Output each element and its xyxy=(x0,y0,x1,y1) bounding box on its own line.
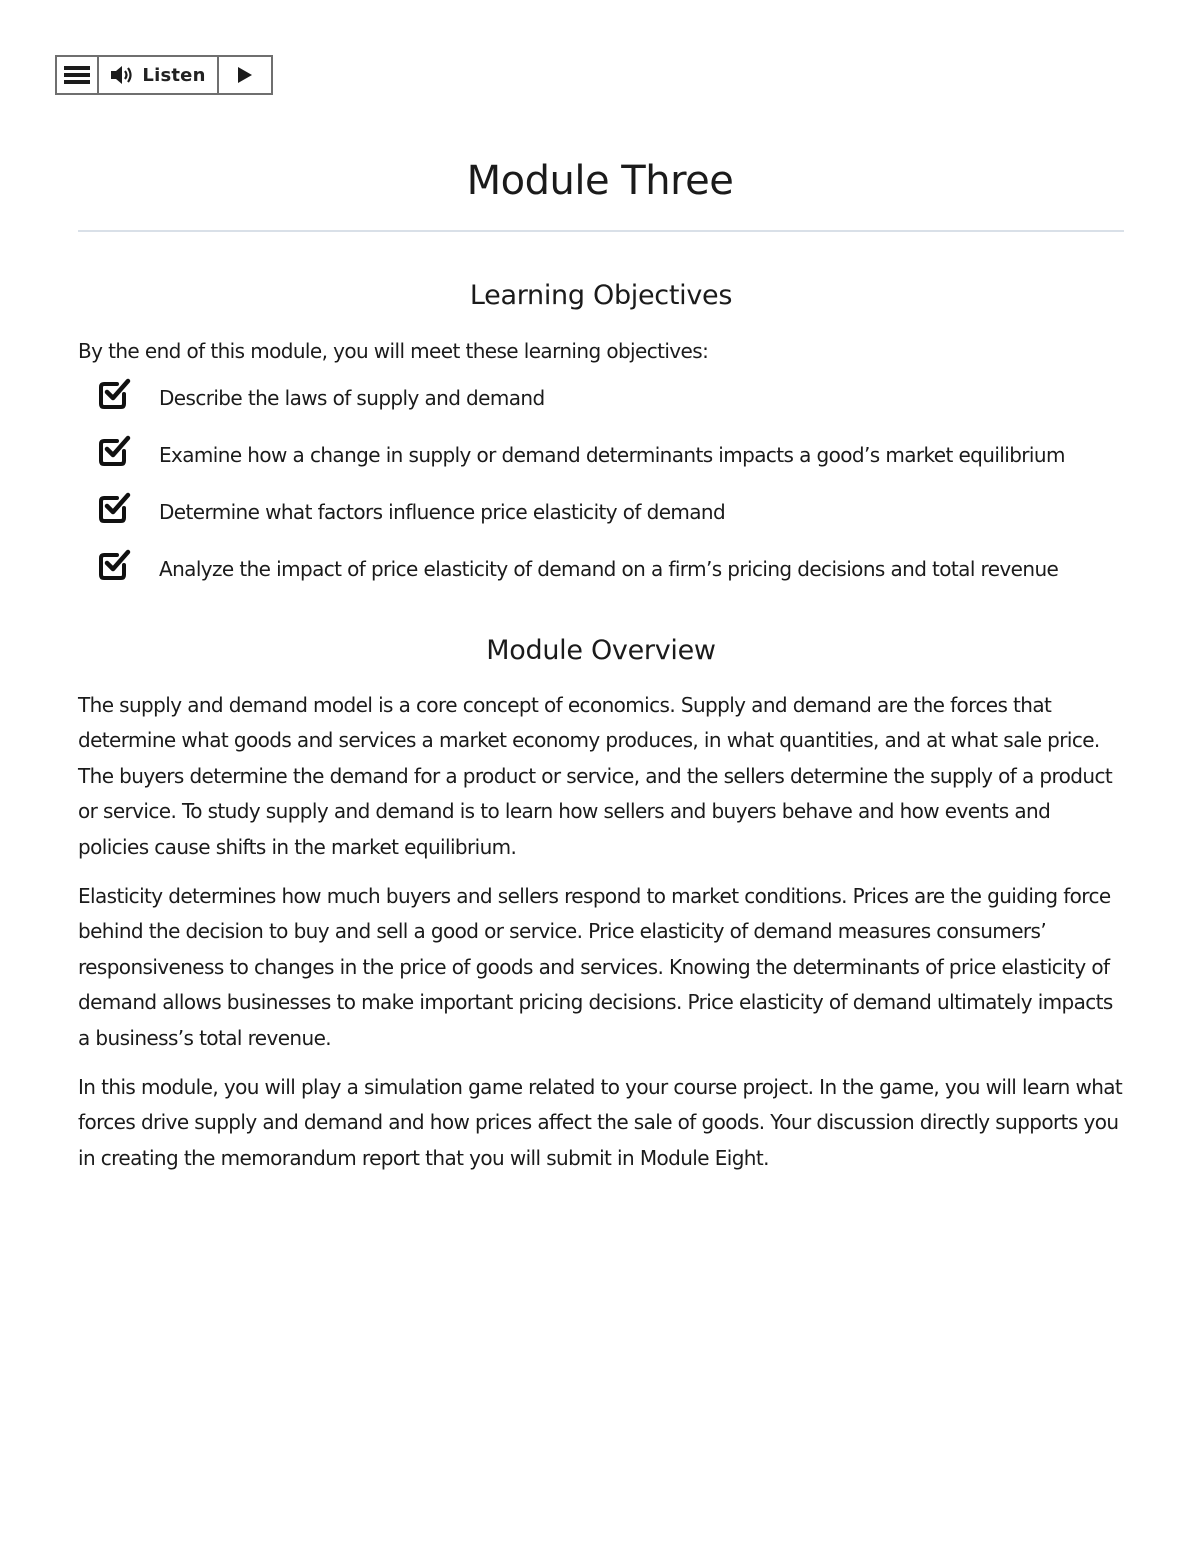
objective-item xyxy=(78,438,1124,473)
hamburger-menu-icon xyxy=(64,65,90,85)
overview-paragraph: The supply and demand model is a core concept of economics. Supply and demand are the forces that determine what goods and services a market economy produces, in what quantities, and at what sale price. The buyers determine the demand for a product or service, and the sellers determine the supply of a product or service. To study supply and demand is to learn how sellers and buyers behave and how events and policies cause shifts in the market equilibrium. xyxy=(78,693,1113,859)
play-icon xyxy=(237,66,253,84)
play-button[interactable] xyxy=(219,57,271,93)
title-divider xyxy=(78,230,1124,232)
overview-body xyxy=(78,688,1124,1176)
learning-objectives-heading: Learning Objectives xyxy=(469,280,733,311)
module-content xyxy=(78,280,1124,1176)
objective-text: Examine how a change in supply or demand determinants impacts a good’s market equilibrium xyxy=(159,443,1065,467)
module-overview-heading: Module Overview xyxy=(486,635,716,666)
objectives-list xyxy=(78,381,1124,587)
checkbox-checked-icon xyxy=(98,377,132,411)
speaker-icon xyxy=(110,64,138,86)
checkbox-checked-icon xyxy=(98,491,132,525)
objective-item xyxy=(78,495,1124,530)
checkbox-checked-icon xyxy=(98,434,132,468)
listen-button[interactable] xyxy=(99,57,219,93)
overview-paragraph: Elasticity determines how much buyers and sellers respond to market conditions. Prices are the guiding force behind the decision to buy and sell a good or service. Price elasticity of demand measures consumers’ responsiveness to changes in the price of goods and services. Knowing the determinants of price elasticity of demand allows businesses to make important pricing decisions. Price elasticity of demand ultimately impacts a business’s total revenue. xyxy=(78,884,1113,1050)
objective-text: Determine what factors influence price elasticity of demand xyxy=(159,500,726,524)
objective-text: Analyze the impact of price elasticity of demand on a firm’s pricing decisions and total revenue xyxy=(159,557,1059,581)
objective-item xyxy=(78,552,1124,587)
page-title: Module Three xyxy=(466,158,734,204)
objective-item xyxy=(78,381,1124,416)
listen-label: Listen xyxy=(142,64,206,86)
menu-button[interactable] xyxy=(57,57,99,93)
objectives-intro: By the end of this module, you will meet these learning objectives: xyxy=(78,339,709,363)
overview-paragraph: In this module, you will play a simulation game related to your course project. In the game, you will learn what forces drive supply and demand and how prices affect the sale of goods. Your discussion directly supports you in creating the memorandum report that you will submit in Module Eight. xyxy=(78,1075,1123,1170)
read-aloud-toolbar xyxy=(55,55,273,95)
checkbox-checked-icon xyxy=(98,548,132,582)
objective-text: Describe the laws of supply and demand xyxy=(159,386,545,410)
